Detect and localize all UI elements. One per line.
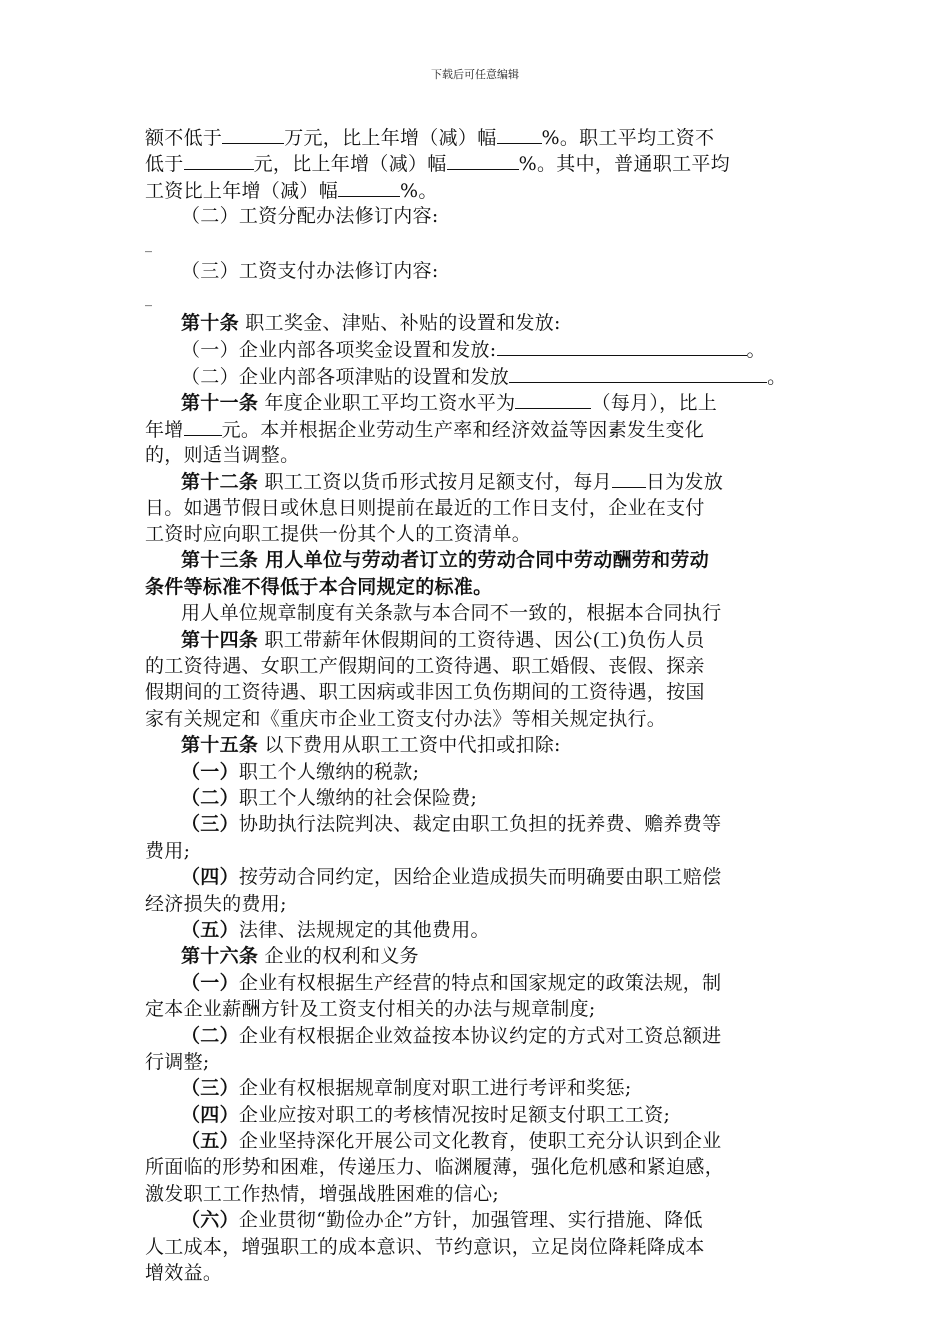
article-text: 以下费用从职工工资中代扣或扣除:	[258, 734, 561, 757]
item-text: 协助执行法院判决、裁定由职工负担的抚养费、赡养费等	[238, 813, 722, 836]
text-line: 增效益。	[145, 1262, 223, 1285]
text-line: 的工资待遇、女职工产假期间的工资待遇、职工婚假、丧假、探亲	[145, 655, 705, 678]
text-line: 定本企业薪酬方针及工资支付相关的办法与规章制度;	[145, 998, 596, 1021]
blank-field	[338, 177, 400, 197]
text-line	[145, 416, 810, 442]
item-number: （二）	[181, 786, 239, 809]
list-item	[145, 1075, 810, 1101]
article-11	[145, 389, 810, 415]
item-number: （一）	[181, 971, 239, 994]
list-item	[145, 917, 810, 943]
text-line	[145, 150, 810, 176]
article-15	[145, 732, 810, 758]
document-body	[145, 124, 810, 1286]
article-heading: 第十条	[181, 311, 239, 334]
text-line: 工资时应向职工提供一份其个人的工资清单。	[145, 523, 532, 546]
list-item	[145, 811, 810, 837]
list-item	[145, 864, 810, 890]
text-segment: （一）企业内部各项奖金设置和发放:	[181, 339, 497, 362]
list-item	[145, 759, 810, 785]
text-line: （三）工资支付办法修订内容:	[181, 259, 439, 282]
text-line: （二）工资分配办法修订内容:	[181, 205, 439, 228]
text-line: 家有关规定和《重庆市企业工资支付办法》等相关规定执行。	[145, 707, 667, 730]
text-segment: 元。本并根据企业劳动生产率和经济效益等因素发生变化	[221, 418, 705, 441]
item-text: 按劳动合同约定，因给企业造成损失而明确要由职工赔偿	[238, 866, 722, 889]
blank-field	[184, 416, 222, 436]
text-line: 的，则适当调整。	[145, 443, 300, 466]
article-heading: 第十一条	[181, 392, 259, 415]
text-line: 用人单位规章制度有关条款与本合同不一致的，根据本合同执行	[181, 602, 722, 625]
page-header: 下载后可任意编辑	[431, 68, 519, 81]
text-line: 激发职工工作热情，增强战胜困难的信心;	[145, 1182, 500, 1205]
text-line: 所面临的形势和困难，传递压力、临渊履薄，强化危机感和紧迫感，	[145, 1156, 725, 1179]
text-segment: 额不低于	[145, 127, 223, 149]
text-segment: 元，比上年增（减）幅	[253, 153, 447, 176]
text-line: _	[145, 236, 153, 253]
item-text: 法律、法规规定的其他费用。	[238, 918, 490, 941]
item-text: 职工个人缴纳的税款;	[238, 760, 420, 783]
item-number: （五）	[181, 918, 239, 941]
article-text: 企业的权利和义务	[258, 945, 419, 968]
text-line: 费用;	[145, 839, 191, 862]
text-line	[145, 336, 810, 362]
article-14	[145, 627, 810, 653]
item-text: 企业有权根据规章制度对职工进行考评和奖惩;	[238, 1077, 632, 1100]
article-16	[145, 943, 810, 969]
item-number: （二）	[181, 1024, 239, 1047]
text-segment: （二）企业内部各项津贴的设置和发放	[181, 365, 510, 388]
text-line: 日。如遇节假日或休息日则提前在最近的工作日支付，企业在支付	[145, 496, 705, 519]
list-item	[145, 1128, 810, 1154]
text-line: 假期间的工资待遇、职工因病或非因工负伤期间的工资待遇，按国	[145, 681, 705, 704]
item-number: （一）	[181, 760, 239, 783]
text-line: 条件等标准不得低于本合同规定的标准。	[145, 575, 493, 598]
text-segment: 低于	[145, 153, 184, 176]
blank-field	[497, 124, 542, 144]
article-12	[145, 468, 810, 494]
list-item	[145, 1207, 810, 1233]
item-text: 企业坚持深化开展公司文化教育，使职工充分认识到企业	[238, 1130, 722, 1153]
item-text: 企业应按对职工的考核情况按时足额支付职工工资;	[238, 1103, 671, 1126]
blank-field	[222, 124, 284, 144]
text-line	[145, 124, 810, 150]
list-item	[145, 1102, 810, 1128]
text-line: _	[145, 290, 153, 307]
list-item	[145, 785, 810, 811]
article-text: 职工工资以货币形式按月足额支付，每月	[258, 471, 612, 494]
text-line: 经济损失的费用;	[145, 892, 287, 915]
item-number: （三）	[181, 1077, 239, 1100]
item-text: 职工个人缴纳的社会保险费;	[238, 786, 478, 809]
text-line: 人工成本，增强职工的成本意识、节约意识，立足岗位降耗降成本	[145, 1235, 705, 1258]
article-heading: 第十六条	[181, 945, 259, 968]
text-line: 行调整;	[145, 1050, 210, 1073]
article-text: （每月），比上	[591, 392, 718, 415]
text-segment: %。职工平均工资不	[541, 127, 715, 149]
item-text: 企业贯彻“勤俭办企”方针，加强管理、实行措施、降低	[238, 1209, 703, 1232]
list-item	[145, 1023, 810, 1049]
text-segment: %。	[400, 179, 438, 202]
text-line	[145, 177, 810, 203]
text-segment: 年增	[145, 418, 184, 441]
blank-field	[447, 150, 519, 170]
blank-field	[509, 363, 767, 383]
article-heading: 第十四条	[181, 628, 259, 651]
blank-field	[184, 150, 254, 170]
text-segment: 。	[746, 339, 766, 362]
item-number: （四）	[181, 1103, 239, 1126]
item-number: （五）	[181, 1130, 239, 1153]
text-line	[145, 363, 810, 389]
article-heading: 第十五条	[181, 734, 259, 757]
article-text: 职工带薪年休假期间的工资待遇、因公(工)负伤人员	[258, 628, 705, 651]
list-item	[145, 970, 810, 996]
article-10	[145, 310, 810, 336]
item-number: （三）	[181, 813, 239, 836]
item-number: （四）	[181, 866, 239, 889]
article-text: 职工奖金、津贴、补贴的设置和发放:	[238, 311, 561, 334]
item-text: 企业有权根据企业效益按本协议约定的方式对工资总额进	[238, 1024, 722, 1047]
blank-field	[515, 389, 591, 409]
blank-field	[612, 468, 646, 488]
text-segment: 万元，比上年增（减）幅	[284, 127, 497, 149]
item-text: 企业有权根据生产经营的特点和国家规定的政策法规，制	[238, 971, 722, 994]
text-segment: 工资比上年增（减）幅	[145, 179, 339, 202]
text-segment: 。	[767, 365, 787, 388]
article-text: 日为发放	[645, 471, 724, 494]
article-13: 第十三条 用人单位与劳动者订立的劳动合同中劳动酬劳和劳动	[181, 549, 710, 572]
item-number: （六）	[181, 1209, 239, 1232]
text-segment: %。其中，普通职工平均	[518, 153, 730, 176]
article-heading: 第十二条	[181, 471, 259, 494]
article-text: 年度企业职工平均工资水平为	[258, 392, 516, 415]
blank-field	[497, 336, 747, 356]
